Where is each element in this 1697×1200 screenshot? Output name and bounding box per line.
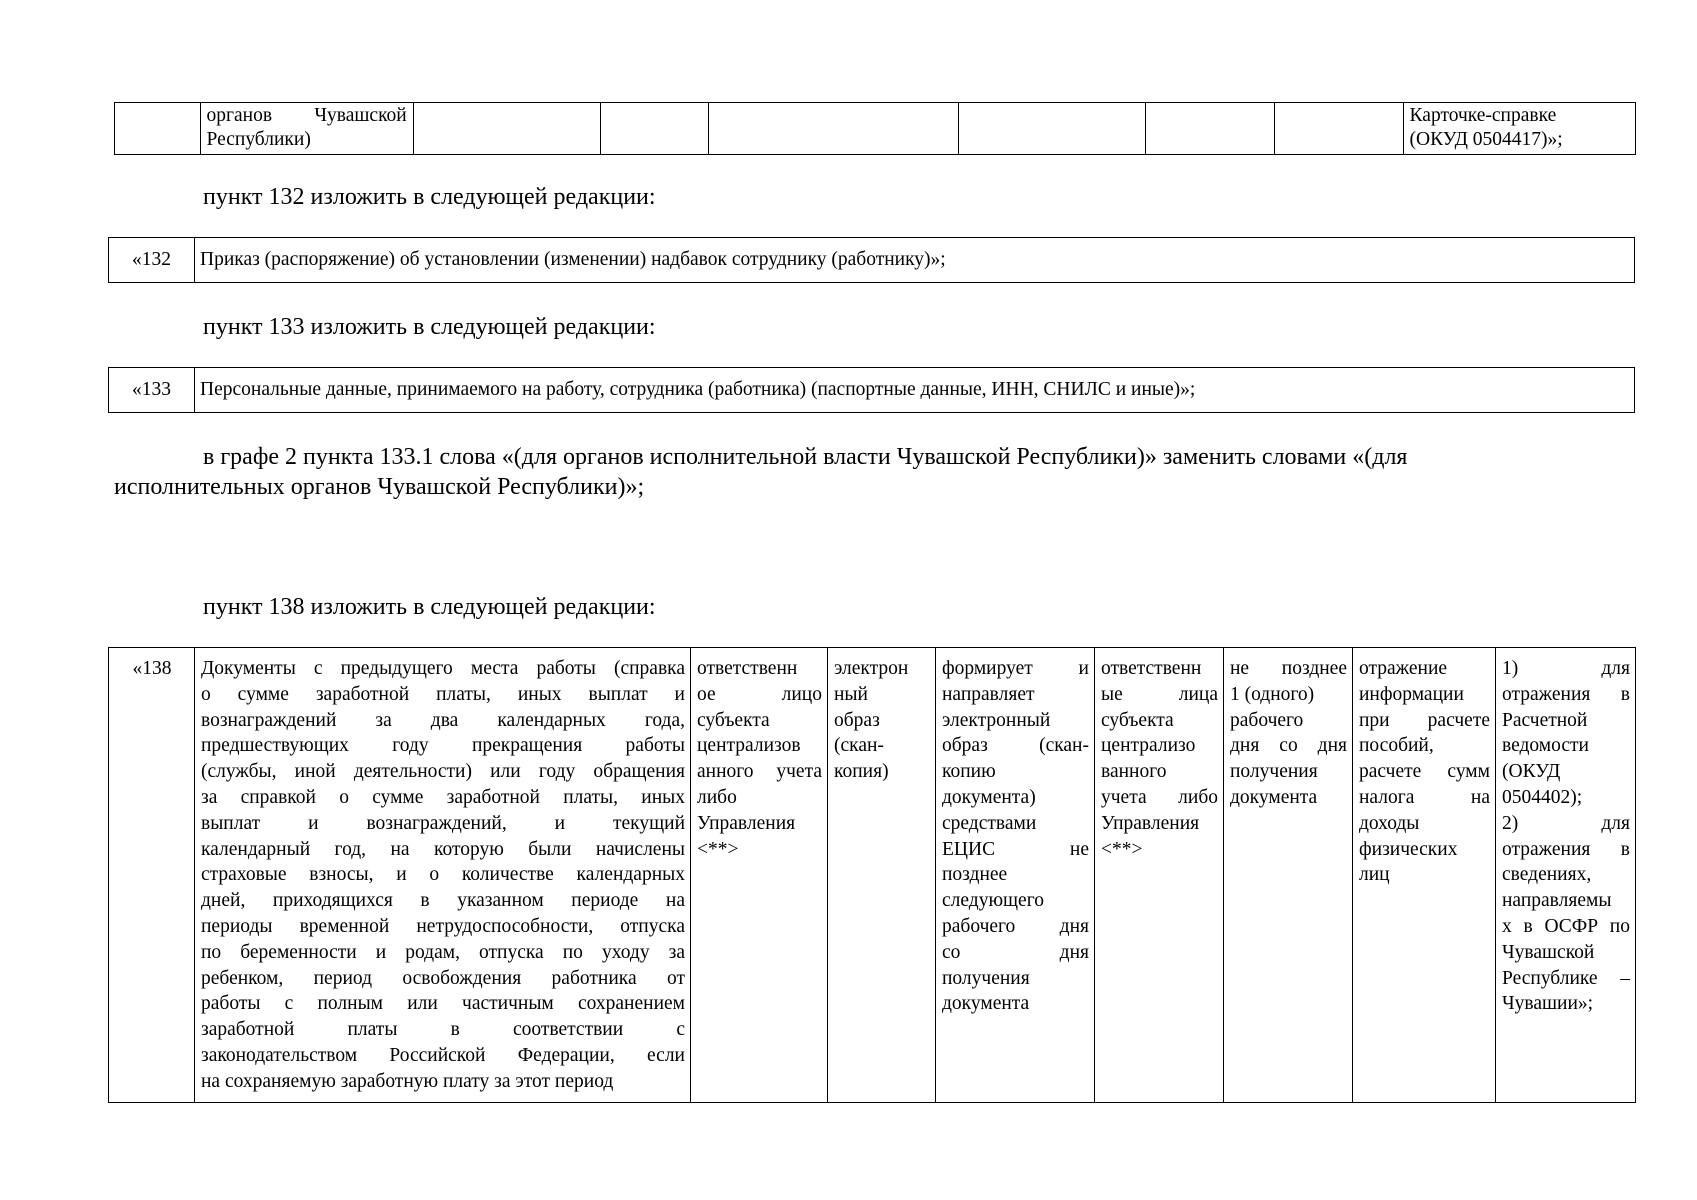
cell-1 bbox=[115, 103, 201, 155]
row-133-number: «133 bbox=[109, 368, 195, 413]
cell-line: ребенком, период освобождения работника от bbox=[201, 967, 685, 989]
cell-line: электрон bbox=[834, 658, 909, 679]
table-row-132 bbox=[108, 237, 1635, 283]
cell-line: копия) bbox=[834, 761, 889, 783]
cell-line: формирует и bbox=[942, 658, 1089, 679]
cell-2-line-2: Республики) bbox=[206, 128, 311, 150]
row-138-usage bbox=[1496, 648, 1636, 1103]
cell-line: при расчете bbox=[1359, 709, 1490, 731]
cell-6 bbox=[958, 103, 1145, 155]
cell-line: ответственн bbox=[1101, 658, 1202, 679]
cell-line: получения bbox=[942, 967, 1030, 989]
row-132-text: Приказ (распоряжение) об установлении (изменении) надбавок сотруднику (работнику)»; bbox=[195, 238, 1635, 283]
row-138-document bbox=[195, 648, 691, 1103]
paragraph-132-intro: пункт 132 изложить в следующей редакции: bbox=[203, 184, 656, 210]
cell-line: отражения в bbox=[1502, 683, 1630, 705]
cell-line: электронный bbox=[942, 709, 1051, 731]
row-132-number: «132 bbox=[109, 238, 195, 283]
cell-line: ые лица bbox=[1101, 683, 1218, 705]
table-row-133 bbox=[108, 367, 1635, 413]
row-138-responsible-2 bbox=[1095, 648, 1224, 1103]
row-138-responsible bbox=[691, 648, 828, 1103]
cell-line: следующего bbox=[942, 890, 1044, 912]
cell-line: рабочего дня bbox=[942, 915, 1089, 937]
cell-2-line-1: органов Чувашской bbox=[206, 105, 407, 126]
row-133-text: Персональные данные, принимаемого на работу, сотрудника (работника) (паспортные данные, ИНН, СНИЛС и иные)»; bbox=[195, 368, 1635, 413]
cell-line: рабочего bbox=[1230, 709, 1304, 731]
paragraph-138-intro: пункт 138 изложить в следующей редакции: bbox=[203, 594, 656, 620]
cell-line: Чувашской bbox=[1502, 941, 1595, 963]
cell-line: за справкой о сумме заработной платы, иных bbox=[201, 786, 685, 808]
cell-line: информации bbox=[1359, 683, 1464, 705]
cell-line: 1 (одного) bbox=[1230, 683, 1315, 705]
cell-line: не позднее bbox=[1230, 658, 1347, 679]
cell-line: ответственн bbox=[697, 658, 798, 679]
cell-line: ЕЦИС не bbox=[942, 838, 1089, 860]
cell-line: <**> bbox=[1101, 838, 1143, 860]
cell-line: законодательством Российской Федерации, если bbox=[201, 1044, 685, 1066]
cell-line: страховые взносы, и о количестве календарных bbox=[201, 864, 685, 886]
cell-line: субъекта bbox=[1101, 709, 1174, 731]
cell-line: налога на bbox=[1359, 786, 1490, 808]
cell-line: работы с полным или частичным сохранением bbox=[201, 993, 685, 1015]
cell-line: образ (скан- bbox=[942, 735, 1089, 757]
cell-line: о сумме заработной платы, иных выплат и bbox=[201, 683, 685, 705]
cell-line: лиц bbox=[1359, 864, 1390, 886]
cell-line: направляет bbox=[942, 683, 1035, 705]
cell-line: по беременности и родам, отпуска по уходу за bbox=[201, 941, 685, 963]
cell-line: ведомости bbox=[1502, 735, 1589, 757]
cell-5 bbox=[709, 103, 958, 155]
row-138-form bbox=[828, 648, 936, 1103]
cell-line: Чувашии»; bbox=[1502, 993, 1594, 1015]
row-138-deadline bbox=[1224, 648, 1353, 1103]
cell-line: централизо bbox=[1101, 735, 1196, 757]
cell-line: субъекта bbox=[697, 709, 770, 731]
cell-line: получения bbox=[1230, 761, 1318, 783]
cell-line: 0504402); bbox=[1502, 786, 1583, 808]
cell-line: 1) для bbox=[1502, 658, 1630, 679]
paragraph-133-1 bbox=[114, 442, 1635, 502]
row-138-procedure bbox=[936, 648, 1095, 1103]
cell-line: позднее bbox=[942, 864, 1008, 886]
paragraph-133-intro: пункт 133 изложить в следующей редакции: bbox=[203, 314, 656, 340]
cell-line: централизов bbox=[697, 735, 801, 757]
cell-line: сведениях, bbox=[1502, 864, 1592, 886]
cell-line: х в ОСФР по bbox=[1502, 915, 1630, 937]
cell-line: предшествующих году прекращения работы bbox=[201, 735, 685, 757]
cell-7 bbox=[1146, 103, 1275, 155]
cell-line: учета либо bbox=[1101, 786, 1218, 808]
cell-line: копию bbox=[942, 761, 996, 783]
cell-line: выплат и вознаграждений, и текущий bbox=[201, 812, 685, 834]
paragraph-133-1-line-2: исполнительных органов Чувашской Республики)»; bbox=[114, 474, 645, 500]
cell-line: вознаграждений за два календарных года, bbox=[201, 709, 685, 731]
cell-3 bbox=[413, 103, 600, 155]
cell-line: Управления bbox=[1101, 812, 1200, 834]
cell-line: расчете сумм bbox=[1359, 761, 1490, 783]
row-138-purpose bbox=[1353, 648, 1496, 1103]
cell-line: ный bbox=[834, 683, 868, 705]
cell-line: периоды временной нетрудоспособности, отпуска bbox=[201, 915, 685, 937]
cell-9-line-1: Карточке-справке bbox=[1409, 105, 1557, 126]
cell-2 bbox=[200, 103, 413, 155]
cell-line: документа bbox=[942, 993, 1030, 1015]
cell-line: анного учета bbox=[697, 761, 822, 783]
cell-4 bbox=[600, 103, 709, 155]
cell-9 bbox=[1403, 103, 1635, 155]
cell-line: (скан- bbox=[834, 735, 884, 757]
cell-line: либо bbox=[697, 786, 737, 808]
cell-8 bbox=[1274, 103, 1403, 155]
cell-line: отражения в bbox=[1502, 838, 1630, 860]
cell-line: доходы bbox=[1359, 812, 1420, 834]
cell-line: направляемы bbox=[1502, 890, 1612, 912]
cell-line: отражение bbox=[1359, 658, 1448, 679]
cell-line: заработной платы в соответствии с bbox=[201, 1019, 685, 1041]
cell-line: образ bbox=[834, 709, 880, 731]
row-138-number: «138 bbox=[109, 648, 195, 1103]
cell-line: Документы с предыдущего места работы (справка bbox=[201, 658, 685, 679]
cell-line: Управления bbox=[697, 812, 796, 834]
cell-line: пособий, bbox=[1359, 735, 1434, 757]
table-continuation bbox=[114, 102, 1636, 155]
cell-line: ое лицо bbox=[697, 683, 822, 705]
cell-line: физических bbox=[1359, 838, 1458, 860]
cell-line: Республике – bbox=[1502, 967, 1630, 989]
cell-line: <**> bbox=[697, 838, 739, 860]
cell-line: документа) bbox=[942, 786, 1036, 808]
paragraph-133-1-line-1: в графе 2 пункта 133.1 слова «(для органов исполнительной власти Чувашской Республики)» заменить словами «(для bbox=[203, 444, 1408, 470]
cell-line: дней, приходящихся в указанном периоде на bbox=[201, 890, 685, 912]
cell-line: Расчетной bbox=[1502, 709, 1588, 731]
cell-9-line-2: (ОКУД 0504417)»; bbox=[1409, 128, 1563, 150]
cell-line: на сохраняемую заработную плату за этот период bbox=[201, 1070, 614, 1092]
cell-line: средствами bbox=[942, 812, 1037, 834]
cell-line: со дня bbox=[942, 941, 1089, 963]
table-row-138 bbox=[108, 647, 1636, 1103]
cell-line: дня со дня bbox=[1230, 735, 1347, 757]
cell-line: календарный год, на которую были начислены bbox=[201, 838, 685, 860]
cell-line: (ОКУД bbox=[1502, 761, 1561, 783]
cell-line: (службы, иной деятельности) или году обращения bbox=[201, 761, 685, 783]
cell-line: документа bbox=[1230, 786, 1318, 808]
cell-line: 2) для bbox=[1502, 812, 1630, 834]
cell-line: ванного bbox=[1101, 761, 1167, 783]
